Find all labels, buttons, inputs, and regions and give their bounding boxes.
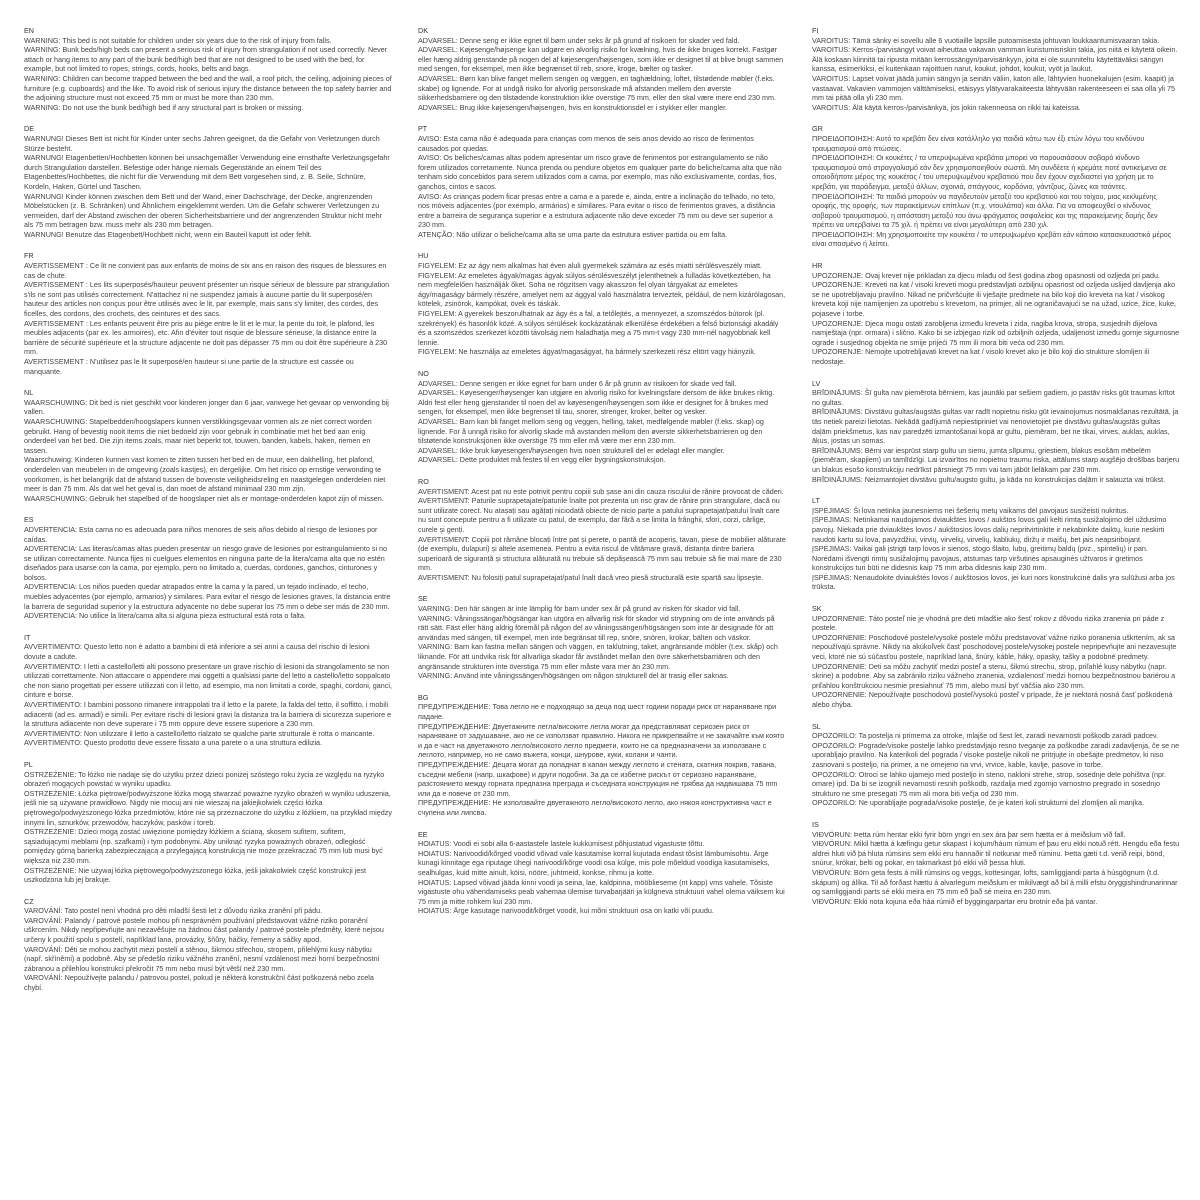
- warning-paragraph: ΠΡΟΕΙΔΟΠΟΙΗΣΗ: Τα παιδιά μπορούν να παγιδευτούν μεταξύ του κρεβατιού και του τοίχου, μιας κεκλιμένης οροφής, της οροφής, των παρακείμενων επίπλων (π.χ. ντουλάπια) και άλλα. Για να αποφευχθεί ο κίνδυνος σοβαρού τραυματισμού, η απόσταση μεταξύ του άνω φράγματος ασφαλείας και της παρακείμενης δομής δεν πρέπει να υπερβαίνει τα 75 χιλ. ή πρέπει να είναι μεγαλύτερη από 230 χιλ.: [812, 191, 1158, 230]
- language-code: FI: [812, 26, 819, 35]
- warning-paragraph: ПРЕДУПРЕЖДЕНИЕ: Не използвайте двуетажното легло/високото легло, ако някоя конструктивна част е счупена или липсва.: [418, 798, 772, 817]
- warning-paragraph: AVERTISSEMENT : N'utilisez pas le lit superposé/en hauteur si une partie de la structure est cassée ou manquante.: [24, 357, 354, 376]
- warning-paragraph: VIÐVÖRUN: Ekki nota kojuna eða háa rúmið ef byggingarpartar eru brotnir eða þá vantar.: [812, 896, 1098, 906]
- language-section-pt: [418, 124, 786, 239]
- warning-paragraph: VARNING: Den här sängen är inte lämplig för barn under sex år på grund av risken för skador vid fall.: [418, 604, 741, 614]
- language-section-cz: [24, 897, 392, 993]
- warning-paragraph: AVISO: As crianças podem ficar presas entre a cama e a parede e, ainda, entre a inclinação do telhado, no teto, nos móveis adjacentes (por exemplo, armários) e similares. Para evitar o risco de ferimentos graves, a distância entre a barreira de segurança superior e a estrutura adjacente não deve exceder 75 mm ou deve ser superior a 230 mm.: [418, 191, 776, 230]
- language-section-it: [24, 633, 392, 748]
- language-code: IT: [24, 632, 31, 642]
- language-section-en: [24, 26, 392, 112]
- column-middle: [418, 26, 786, 1190]
- warning-paragraph: AVERTISSEMENT : Ce lit ne convient pas aux enfants de moins de six ans en raison des risques de blessures en cas de chute.: [24, 261, 387, 280]
- warning-paragraph: BRĪDINĀJUMS: Šī gulta nav piemērota bērniem, kas jaunāki par sešiem gadiem, jo pastāv risks gūt traumas krītot no gultas.: [812, 388, 1175, 407]
- warning-paragraph: WAARSCHUWING: Stapelbedden/hoogslapers kunnen verstikkingsgevaar vormen als ze niet correct worden gebruikt. Hang of bevestig nooit items die niet bedoeld zijn voor gebruik in combinatie met het bed aan enig onderdeel van het bed. Die zijn items zoals, maar niet beperkt tot, touwen, banden, kabels, haken, riemen en tassen.: [24, 416, 372, 455]
- warning-paragraph: WARNING: This bed is not suitable for children under six years due to the risk of injury from falls.: [24, 35, 332, 45]
- warning-paragraph: AVVERTIMENTO: I letti a castello/letti alti possono presentare un grave rischio di lesioni da strangolamento se non utilizzati correttamente. Non attaccare o appendere mai oggetti a qualsiasi parte del letto a castello/letto soppalcato che non siano progettati per essere utilizzati con il letto, ad esempio, ma non limitati a corde, spaghi, cordoni, ganci, cinture e borse.: [24, 661, 392, 700]
- warning-paragraph: ADVARSEL: Barn kan bli fanget mellom seng og veggen, helling, taket, medfølgende møbler (f.eks. skap) og lignende. For å unngå risiko for alvorlig skade må avstanden mellom den øverste sikkerhetsbarrieren og den tilstøtende konstruksjonen ikke overstige 75 mm eller må være mer enn 230 mm.: [418, 416, 764, 446]
- warning-paragraph: ĮSPĖJIMAS: Nenaudokite dviaukštės lovos / aukštosios lovos, jei kuri nors konstrukcinė dalis yra sulūžusi arba jos trūksta.: [812, 572, 1175, 592]
- warning-paragraph: WARNING: Do not use the bunk bed/high bed if any structural part is broken or missing.: [24, 102, 304, 112]
- warning-paragraph: UPOZORENJE: Djeca mogu ostati zarobljena između kreveta i zida, nagiba krova, stropa, susjednih dijelova namještaja (npr. ormara) i slično. Kako bi se izbjegao rizik od ozbiljnih ozljeda, udaljenost između gornje sigurnosne ograde i susjednog objekta ne smije prijeći 75 mm ili mora biti veća od 230 mm.: [812, 318, 1180, 347]
- language-section-se: [418, 594, 786, 680]
- column-right: [812, 26, 1180, 1190]
- warning-paragraph: ΠΡΟΕΙΔΟΠΟΙΗΣΗ: Μη χρησιμοποιείτε την κουκέτα / το υπερυψωμένο κρεβάτι εάν κάποιο κατασκευαστικό μέρος είναι σπασμένο ή λείπει.: [812, 229, 1172, 249]
- language-code: SE: [418, 594, 428, 604]
- warning-paragraph: OPOZORILO: Ta postelja ni primerna za otroke, mlajše od šest let, zaradi nevarnosti poškodb zaradi padcev.: [812, 731, 1159, 741]
- warning-paragraph: ΠΡΟΕΙΔΟΠΟΙΗΣΗ: Οι κουκέτες / τα υπερυψωμένα κρεβάτια μπορεί να παρουσιάσουν σοβαρό κίνδυνο τραυματισμού από στραγγαλισμό εάν δεν χρησιμοποιηθούν σωστά. Μη συνδέετε ή κρεμάτε ποτέ αντικείμενα σε οποιοδήποτε μέρος της κουκέτας / του υπερυψωμένου κρεβατιού που δεν έχουν σχεδιαστεί για χρήση με το κρεβάτι, για παράδειγμα, μεταξύ άλλων, σχοινιά, σπάγγους, κορδόνια, γάντζους, ζώνες και τσάντες.: [812, 153, 1167, 191]
- language-code: SK: [812, 604, 822, 614]
- warning-paragraph: VIÐVÖRUN: Þetta rúm hentar ekki fyrir börn yngri en sex ára þar sem hætta er á meiðslum við fall.: [812, 829, 1126, 839]
- warning-paragraph: OPOZORILO: Ne uporabljajte pograda/visoke postelje, če je kateri koli strukturni del zlomljen ali manjka.: [812, 798, 1144, 808]
- warning-paragraph: AVERTISMENT: Paturile suprapetajate/paturile înalte pot prezenta un risc grav de rănire prin strangulare, dacă nu sunt utilizate corect. Nu atașați sau agățați niciodată obiecte de nicio parte a patului suprapetajat/patului înalt care nu sunt concepute pentru a fi utilizate cu patul, de exemplu, dar fără a se limita la frânghii, sfori, corzi, cârlige, curele și genți.: [418, 496, 780, 534]
- warning-paragraph: VAROITUS: Kerros-/parvisängyt voivat aiheuttaa vakavan vamman kuristumisriskin takia, jos niitä ei käytetä oikein. Älä koskaan kiinnitä tai ripusta mitään kerrossängyn/parvisänkyyn, joita ei ole suunniteltu käytettäväksi sängyn kanssa, esimerkiksi, ei kuitenkaan rajoittuen narut, koukut, johdot, koukut, vyöt ja laukut.: [812, 45, 1178, 74]
- language-section-nl: [24, 388, 392, 503]
- warning-paragraph: ĮSPĖJIMAS: Ši lova netinka jaunesniems nei šešerių metų vaikams dėl pavojaus susižeisti nukritus.: [812, 505, 1129, 515]
- warning-paragraph: AVVERTIMENTO: Questo letto non è adatto a bambini di età inferiore a sei anni a causa del rischio di lesioni dovute a cadute.: [24, 642, 370, 662]
- warning-paragraph: ADVARSEL: Børn kan blive fanget mellem sengen og væggen, en taghældning, loftet, tilstødende møbler (f.eks. skabe) og lignende. For at undgå risiko for alvorlig personskade må afstanden mellem den øverste sikkerhedsbarriere og den tilstødende konstruktion ikke overstige 75 mm, eller den skal være mere end 230 mm.: [418, 73, 776, 103]
- warning-paragraph: OSTRZEŻENIE: Dzieci mogą zostać uwięzione pomiędzy łóżkiem a ścianą, skosem sufitem, sufitem, sąsiadującymi meblami (np. szafkami) i tym podobnymi. Aby uniknąć ryzyka poważnych obrażeń, odległość pomiędzy górną barierką zabezpieczającą a przylegającą konstrukcją nie może przekraczać 75 mm lub musi być większa niż 230 mm.: [24, 827, 383, 865]
- warning-paragraph: FIGYELEM: Ez az ágy nem alkalmas hat éven aluli gyermekek számára az esés miatti sérülésveszély miatt.: [418, 261, 762, 271]
- language-code: EE: [418, 829, 428, 839]
- warning-paragraph: WARNUNG! Etagenbetten/Hochbetten können bei unsachgemäßer Verwendung eine ernsthafte Verletzungsgefahr durch Strangulation darstellen. Befestige oder hänge niemals Gegenstände an einem Teil des Etagenbettes/Hochbettes, die nicht für die Verwendung mit dem Bett vorgesehen sind, z. B. Seile, Schnüre, Kordeln, Haken, Gürtel und Taschen.: [24, 153, 390, 191]
- warning-paragraph: HOIATUS: Voodi ei sobi alla 6-aastastele lastele kukkumisest põhjustatud vigastuste tõttu.: [418, 839, 705, 849]
- language-section-de: [24, 124, 392, 239]
- language-code: LV: [812, 378, 821, 388]
- language-code: CZ: [24, 896, 34, 906]
- warning-paragraph: ATENÇÃO: Não utilizar o beliche/cama alta se uma parte da estrutura estiver partida ou em falta.: [418, 229, 728, 239]
- warning-paragraph: BRĪDINĀJUMS: Neizmantojiet divstāvu gultu/augsto gultu, ja kāda no konstrukcijas daļām ir salauzta vai trūkst.: [812, 474, 1166, 484]
- warning-paragraph: UPOZORENJE: Kreveti na kat / visoki kreveti mogu predstavljati ozbiljnu opasnost od ozljeda uslijed davljenja ako se ne upotrebljavaju pravilno. Nikad ne pričvršćujte ili vješajte predmete na bilo koji dio kreveta na kat / visokog kreveta koji nije namijenjen za upotrebu s krevetom, na primjer, ali ne ograničavajući se na užad, uzice, žice, kuke, pojaseve i torbe.: [812, 280, 1176, 319]
- warning-paragraph: VAROITUS: Älä käytä kerros-/parvisänkyä, jos jokin rakenneosa on rikki tai kateissa.: [812, 102, 1081, 112]
- warning-paragraph: FIGYELEM: Ne használja az emeletes ágyat/magaságyat, ha bármely szerkezeti rész eltört vagy hiányzik.: [418, 347, 756, 357]
- language-code: LT: [812, 496, 820, 506]
- warning-paragraph: ADVARSEL: Denne seng er ikke egnet til børn under seks år på grund af risikoen for skader ved fald.: [418, 35, 740, 45]
- language-code: RO: [418, 476, 429, 486]
- language-code: BG: [418, 692, 429, 702]
- warning-paragraph: OSTRZEŻENIE: Łóżka piętrowe/podwyższone łóżka mogą stwarzać poważne ryzyko obrażeń w wyniku uduszenia, jeśli nie są używane prawidłowo. Nigdy nie mocuj ani nie wieszaj na jakiejkolwiek części łóżka piętrowego/podwyższonego łóżka przedmiotów, które nie są przeznaczone do użytku z łóżkiem, na przykład między innymi lin, sznurków, przewodów, haczyków, pasków i toreb.: [24, 788, 392, 827]
- warning-paragraph: ADVERTENCIA: No utilice la litera/cama alta si alguna pieza estructural está rota o falta.: [24, 611, 306, 621]
- warning-paragraph: VARNING: Barn kan fastna mellan sängen och väggen, en taklutning, taket, angränsande möbler (t.ex. skåp) och liknande. För att undvika risk för allvarliga skador får avståndet mellan den övre säkerhetsbarriären och den angränsande strukturen inte överstiga 75 mm eller måste vara mer än 230 mm.: [418, 642, 778, 671]
- warning-paragraph: ПРЕДУПРЕЖДЕНИЕ: Това легло не е подходящо за деца под шест години поради риск от нараняване при падане.: [418, 702, 777, 721]
- warning-paragraph: VAROVÁNÍ: Nepoužívejte palandu / patrovou postel, pokud je některá konstrukční část poškozená nebo zcela chybí.: [24, 973, 374, 993]
- warning-paragraph: ADVARSEL: Brug ikke køjesengen/højsengen, hvis en konstruktionsdel er i stykker eller mangler.: [418, 102, 728, 112]
- language-section-lv: [812, 379, 1180, 485]
- warning-paragraph: BRĪDINĀJUMS: Bērni var iesprūst starp gultu un sienu, jumta slīpumu, griestiem, blakus esošām mēbelēm (piemēram, skapjiem) un tamlīdzīgi. Lai izvairītos no nopietnu traumu riska, attālums starp augšējo drošības barjeru un blakus esošo konstrukciju nedrīkst pārsniegt 75 mm vai tam jābūt lielākam par 230 mm.: [812, 445, 1180, 474]
- language-code: HU: [418, 251, 429, 261]
- warning-paragraph: HOIATUS: Lapsed võivad jääda kinni voodi ja seina, lae, kaldpinna, mööblieseme (nt kapp) vms vahele. Tõsiste vigastuste ohu vähendamiseks peab vahemaa ülemise turvabarjääri ja külgneva struktuuri vahel olema väiksem kui 75 mm ja mitte rohkem kui 230 mm.: [418, 877, 785, 906]
- warning-paragraph: HOIATUS: Ärge kasutage narivoodit/kõrget voodit, kui mõni struktuuri osa on katki või puudu.: [418, 906, 714, 916]
- language-code: GR: [812, 124, 823, 134]
- language-code: NO: [418, 369, 429, 378]
- warning-paragraph: VIÐVÖRUN: Mikil hætta á kæfingu getur skapast í kojum/háum rúmum ef þau eru ekki notuð rétt. Hengdu eða festu aldrei hluti við þá hluta rúmsins sem ekki eru hannaðir til notkunar með rúminu. Þetta gæti t.d. verið reipi, bönd, snúrur, krókar, belti og pokar, en takmarkast þó ekki við þessa hluti.: [812, 839, 1180, 868]
- language-section-lt: [812, 496, 1180, 592]
- language-section-ro: [418, 477, 786, 583]
- warning-paragraph: UPOZORNENIE: Nepoužívajte poschodovú posteľ/vysokú posteľ v prípade, že je niektorá nosná časť poškodená alebo chýba.: [812, 690, 1173, 709]
- warning-paragraph: Waarschuwing: Kinderen kunnen vast komen te zitten tussen het bed en de muur, een dakhelling, het plafond, onderdelen van meubelen in de omgeving (zoals kastjes), en dergelijke. Om het risico op ernstige verwonding te voorkomen, is het belangrijk dat de afstand tussen de bovenste veiligheidsreling en naastgelegen onderdelen niet meer is dan 75 mm. Als dat wel het geval is, dan moet de afstand minimaal 230 mm zijn.: [24, 455, 386, 494]
- warning-paragraph: AVVERTIMENTO: Non utilizzare il letto a castello/letto rialzato se qualche parte strutturale è rotta o mancante. AVVERTIMENTO: Questo prodotto deve essere fissato a una parete o a una struttura edilizia.: [24, 728, 375, 748]
- language-code: ES: [24, 515, 34, 525]
- warning-paragraph: WARNUNG! Dieses Bett ist nicht für Kinder unter sechs Jahren geeignet, da die Gefahr von Verletzungen durch Stürze besteht.: [24, 133, 380, 153]
- warning-paragraph: OSTRZEŻENIE: Nie używaj łóżka piętrowego/podwyższonego łóżka, jeśli jakakolwiek część konstrukcji jest uszkodzona lub jej brakuje.: [24, 865, 366, 885]
- language-section-es: [24, 515, 392, 621]
- language-section-hr: [812, 261, 1180, 367]
- warning-paragraph: OSTRZEŻENIE: To łóżko nie nadaje się do użytku przez dzieci poniżej szóstego roku życia ze względu na ryzyko obrażeń mogących powstać w wyniku upadku.: [24, 769, 385, 789]
- warning-paragraph: ADVARSEL: Køyesenger/høysenger kan utgjøre en alvorlig risiko for kvelningsfare dersom de ikke brukes riktig. Aldri fest eller heng gjenstander til noen del av køyesengen/høysengen som ikke er designet for å brukes med sengen, for eksempel, men ikke begrenset til tau, snorer, strenger, kroker, belter og vesker.: [418, 388, 775, 417]
- warning-paragraph: WARNING: Bunk beds/high beds can present a serious risk of injury from strangulation if not used correctly. Never attach or hang items to any part of the bunk bed/high bed that are not designed to be used with the bed, for example, but not limited to ropes, strings, cords, hooks, belts and bags.: [24, 45, 388, 74]
- warning-paragraph: ĮSPĖJIMAS: Vaikai gali įstrigti tarp lovos ir sienos, stogo šlaito, lubų, greitimų baldų (pvz., spintelių) ir pan. Norėdami išvengti rimtų susižalojimų pavojaus, atstumas tarp viršutinės apsauginės užtvaros ir gretimos konstrukcijos turi būti ne didesnis kaip 75 mm arba didesnis kaip 230 mm.: [812, 544, 1148, 573]
- column-left: [24, 26, 392, 1190]
- language-code: DK: [418, 26, 428, 35]
- language-section-bg: [418, 693, 786, 818]
- warning-paragraph: ПРЕДУПРЕЖДЕНИЕ: Децата могат да попаднат в капан между леглото и стената, скатния покрив, тавана, съседни мебели (напр. шкафове) и други подобни. За да се избегне рискът от сериозно нараняване, разстоянието между горната предпазна преграда и съседната конструкция не трябва да надвишава 75 mm или да е повече от 230 mm.: [418, 759, 778, 798]
- warning-paragraph: HOIATUS: Narivoodid/kõrged voodid võivad vale kasutamise korral kujutada endast tõsist lämbumisohtu. Ärge kunagi kinnitage ega riputage ühegi narivoodi/kõrge voodi osa külge, mis pole mõeldud voodiga kasutamiseks, sealhulgas, kuid mitte ainult, köisi, nööre, juhtmeid, konkse, rihmu ja kotte.: [418, 848, 770, 877]
- language-code: SL: [812, 721, 821, 731]
- warning-paragraph: OPOZORILO: Otroci se lahko ujamejo med posteljo in steno, nakloni strehe, strop, sosednje dele pohištva (npr. omare) ipd. Da bi se izognili nevarnosti resnih poškodb, razdalja med zgornjo varnostno pregrado in sosednjo strukturo ne sme presegati 75 mm ali mora biti večja od 230 mm.: [812, 769, 1166, 798]
- warning-paragraph: FIGYELEM: A gyerekek beszorulhatnak az ágy és a fal, a tetőlejtés, a mennyezet, a szomszédos bútorok (pl. szekrények) és hasonlók közé. A súlyos sérülések kockázatának elkerülése érdekében a felső biztonsági akadály és a szomszédos szerkezet közötti távolság nem haladhatja meg a 75 mm-t vagy 230 mm-nél nagyobbnak kell lennie.: [418, 309, 779, 347]
- warning-paragraph: ADVERTENCIA: Esta cama no es adecuada para niños menores de seis años debido al riesgo de lesiones por caídas.: [24, 524, 378, 544]
- warning-paragraph: FIGYELEM: Az emeletes ágyak/magas ágyak súlyos sérülésveszélyt jelenthetnek a fulladás következtében, ha nem megfelelően használják őket. Soha ne rögzítsen vagy akasszon fel olyan tárgyakat az emeletes ágy/magaságy bármely részére, amelyet nem az ággyal való használatra terveztek, például, de nem kizárólagosan, kötelek, zsinórok, kampókat, övek és táskák.: [418, 270, 786, 309]
- warning-paragraph: UPOZORNENIE: Poschodové postele/vysoké postele môžu predstavovať vážne riziko poranenia uškrtením, ak sa nepoužívajú správne. Nikdy na akúkoľvek časť poschodovej postele/vysokej postele nepripevňujte ani nezavesujte veci, ktoré nie sú súčasťou postele, napríklad laná, šnúry, káble, háky, opasky, tašky a podobné predmety.: [812, 632, 1177, 662]
- warning-paragraph: AVVERTIMENTO: I bambini possono rimanere intrappolati tra il letto e la parete, la falda del tetto, il soffitto, i mobili adiacenti (ad es. armadi) e simili. Per evitare rischi di lesioni gravi la distanza tra la barriera di sicurezza superiore e la struttura adiacente non deve superare i 75 mm oppure deve essere superiore a 230 mm.: [24, 700, 392, 729]
- language-section-sk: [812, 604, 1180, 710]
- warning-paragraph: ПРЕДУПРЕЖДЕНИЕ: Двуетажните легла/високите легла могат да представляват сериозен риск от нараняване от задушаване, ако не се използват правилно. Никога не прикрепвайте и не закачайте към която и да е част на двуетажното легло/високото легло предмети, които не са предназначени за използване с леглото, например, но не само въжета, конци, шнурове, куки, колани и чанти.: [418, 721, 785, 760]
- language-code: NL: [24, 388, 34, 398]
- warning-paragraph: VARNING: Använd inte våningssängen/högsängen om någon strukturell del är trasig eller saknas.: [418, 671, 729, 681]
- language-section-fi: [812, 26, 1180, 112]
- warning-paragraph: UPOZORENJE: Ovaj krevet nije prikladan za djecu mlađu od šest godina zbog opasnosti od ozljeda pri padu.: [812, 270, 1160, 280]
- language-section-gr: [812, 124, 1180, 249]
- language-code: PT: [418, 124, 428, 134]
- warning-paragraph: ADVERTENCIA: Los niños pueden quedar atrapados entre la cama y la pared, un tejado inclinado, el techo, muebles adyacentes (por ejemplo, armarios) y similares. Para evitar el riesgo de lesiones graves, la distancia entre la barrera de seguridad superior y la estructura adyacente no debe superar los 75 mm o debe ser más de 230 mm.: [24, 582, 391, 611]
- language-section-is: [812, 820, 1180, 906]
- warning-paragraph: ADVARSEL: Køjesenge/højsenge kan udgøre en alvorlig risiko for kvælning, hvis de ikke bruges korrekt. Fastgør eller hæng aldrig genstande på nogen del af køjesengen/højsengen, som ikke er designet til at blive brugt sammen med sengen, for eksempel, men ikke begrænset til reb, snore, kroge, bælter og tasker.: [418, 45, 784, 74]
- language-code: DE: [24, 124, 34, 134]
- warning-paragraph: WARNUNG! Kinder können zwischen dem Bett und der Wand, einer Dachschräge, der Decke, angrenzenden Möbelstücken (z. B. Schränken) und Ähnlichem eingeklemmt werden. Um die Gefahr schwerer Verletzungen zu vermeiden, darf der Abstand zwischen der oberen Sicherheitsbarriere und der angrenzenden Struktur nicht mehr als 75 mm betragen bzw. muss mehr als 230 mm betragen.: [24, 191, 382, 230]
- warning-paragraph: AVISO: Os beliches/camas altas podem apresentar um risco grave de ferimentos por estrangulamento se não forem utilizados corretamente. Nunca prenda ou pendure objetos em qualquer parte do beliche/cama alta que não tenham sido concebidos para serem utilizados com a cama, por exemplo, mas não exclusivamente, cordas, fios, ganchos, cintos e sacos.: [418, 153, 782, 191]
- warning-paragraph: ADVERTENCIA: Las literas/camas altas pueden presentar un riesgo grave de lesiones por estrangulamiento si no se utilizan correctamente. Nunca fijes ni cuelgues elementos en ninguna parte de la litera/cama alta que no estén diseñados para usarse con la cama, por ejemplo, pero no limitado a, cuerdas, cordones, ganchos, cinturones y bolsos.: [24, 544, 388, 582]
- warning-paragraph: AVERTISMENT: Copiii pot rămâne blocați între pat și perete, o pantă de acoperiș, tavan, piese de mobilier alăturate (de exemplu, dulapuri) și altele asemenea. Pentru a evita riscul de vătămare gravă, distanța dintre bariera superioară de siguranță și structura alăturată nu trebuie să depășească 75 mm sau trebuie să fie mai mare de 230 mm.: [418, 534, 786, 573]
- language-section-hu: [418, 251, 786, 357]
- language-section-dk: [418, 26, 786, 112]
- warning-paragraph: ΠΡΟΕΙΔΟΠΟΙΗΣΗ: Αυτό το κρεβάτι δεν είναι κατάλληλο για παιδιά κάτω των έξι ετών λόγω του κινδύνου τραυματισμού από πτώσεις.: [812, 133, 1145, 153]
- warning-paragraph: AVISO: Esta cama não é adequada para crianças com menos de seis anos devido ao risco de ferimentos causados por quedas.: [418, 133, 754, 153]
- language-code: HR: [812, 261, 823, 271]
- warning-paragraph: ADVARSEL: Dette produktet må festes til en vegg eller bygningskonstruksjon.: [418, 455, 666, 465]
- warning-paragraph: OPOZORILO: Pograde/visoke postelje lahko predstavljajo resno tveganje za poškodbe zaradi zadavljenja, če se ne uporabljajo pravilno. Na katerikoli del pograda / visoke postelje nikoli ne pritrjujte in obešajte predmetov, ki niso zasnovani s posteljo, na primer, a ne omejeno na vrvi, vrvice, kable, kavlje, pasove in torbe.: [812, 740, 1180, 769]
- warning-paragraph: UPOZORNENIE: Táto posteľ nie je vhodná pre deti mladšie ako šesť rokov z dôvodu rizika zranenia pri páde z postele.: [812, 613, 1165, 633]
- warning-paragraph: AVERTISSEMENT : Les lits superposés/hauteur peuvent présenter un risque sérieux de blessure par strangulation s'ils ne sont pas utilisés correctement. N'attachez ni ne suspendez jamais à aucune partie du lit superposé/en hauteur des articles non conçus pour être utilisés avec le lit, par exemple, mais sans s'y limiter, des cordes, des ficelles, des cordons, des crochets, des ceintures et des sacs.: [24, 280, 390, 319]
- language-code: EN: [24, 26, 34, 35]
- language-section-sl: [812, 722, 1180, 808]
- warning-paragraph: WAARSCHUWING: Dit bed is niet geschikt voor kinderen jonger dan 6 jaar, vanwege het gevaar op verwonding bij vallen.: [24, 397, 389, 417]
- language-code: IS: [812, 819, 819, 829]
- warning-paragraph: ADVARSEL: Denne sengen er ikke egnet for barn under 6 år på grunn av risikoen for skade ved fall.: [418, 378, 737, 388]
- warning-paragraph: VARNING: Våningssängar/högsängar kan utgöra en allvarlig risk för skador vid strypning om de inte används på rätt sätt. Fäst eller häng aldrig föremål på någon del av våningssängen/högsängen som inte är designade för att användas med sängen, till exempel, men inte begränsat till rep, snöre, snören, krokar, bälten och väskor.: [418, 613, 775, 642]
- warning-paragraph: ĮSPĖJIMAS: Netinkamai naudojamos dviaukštės lovos / aukštos lovos gali kelti rimtą susižalojimo dėl uždusimo pavojų. Niekada prie dviaukštės lovos / aukštosios lovos dalių nepritvirtinkite ir nekabinkite daiktų, kurie neskirti naudoti kartu su lova, pavyzdžiui, virvių, virvelių, virvelių, kabliukų, diržų ir maišų, bet jais neapsiribojant.: [812, 515, 1167, 544]
- warning-paragraph: VAROVÁNÍ: Palandy / patrové postele mohou při nesprávném používání představovat vážné riziko poranění uškrcením. Nikdy nepřipevňujte ani nezavěšujte na žádnou část palandy / patrové postele předměty, které nejsou určeny k použití spolu s postelí, například lana, provázky, šňůry, háčky, řemeny a sáčky apod.: [24, 915, 384, 945]
- language-code: PL: [24, 759, 33, 769]
- warning-paragraph: BRĪDINĀJUMS: Divstāvu gultas/augstās gultas var radīt nopietnu risku gūt ievainojumus nosmakšanas rezultātā, ja tās netiek pareizi lietotas. Nekādā gadījumā nepiestipriniet vai nenovietojiet pie divstāvu gultas/augstās gultas daļām priekšmetus, kas nav paredzēti izmantošanai kopā ar gultu, piemēram, bet ne tikai, virves, auklas, auklas, āķus, jostas un somas.: [812, 407, 1179, 446]
- language-code: FR: [24, 251, 34, 261]
- warning-paragraph: WARNUNG! Benutze das Etagenbett/Hochbett nicht, wenn ein Bauteil kaputt ist oder fehlt.: [24, 229, 312, 239]
- warning-paragraph: AVERTISMENT: Nu folosiți patul suprapetajat/patul înalt dacă vreo piesă structurală este spartă sau lipsește.: [418, 572, 764, 582]
- warning-paragraph: VAROVÁNÍ: Tato postel není vhodná pro děti mladší šesti let z důvodu rizika zranění při pádu.: [24, 906, 323, 916]
- warning-paragraph: WARNING: Children can become trapped between the bed and the wall, a roof pitch, the ceiling, adjoining pieces of furniture (e.g. cupboards) and the like. To avoid risk of serious injury the distance between the top safety barrier and the adjoining structure must not exceed 75 mm or must be more than 230 mm.: [24, 73, 392, 103]
- warning-paragraph: AVERTISSEMENT : Les enfants peuvent être pris au piège entre le lit et le mur, la pente du toit, le plafond, les meubles adjacents (par ex. les armoires), etc. Afin d'éviter tout risque de blessure sérieuse, la distance entre la barrière de sécurité supérieure et la structure adjacente ne doit pas dépasser 75 mm ou doit être supérieure à 230 mm.: [24, 318, 388, 357]
- warning-paragraph: VIÐVÖRUN: Börn geta fests á milli rúmsins og veggs, kottesingar, lofts, samliggjandi parta á húsgögnum (t.d. skápum) og álíka. Til að forðast hættu á alvarlegum meiðslum er mikilvægt að bil á milli efstu öryggishindrunarinnar og samliggjandi parts sé ekki meira en 75 mm eð það sé meira en 230 mm.: [812, 867, 1178, 897]
- language-section-no: [418, 369, 786, 465]
- warning-paragraph: UPOZORENJE: Nemojte upotrebljavati krevet na kat / visoki krevet ako je bilo koji dio strukture slomljen ili nedostaje.: [812, 347, 1150, 366]
- warning-paragraph: UPOZORNENIE: Deti sa môžu zachytiť medzi posteľ a stenu, šikmú strechu, strop, priľahlé kusy nábytku (napr. skrine) a podobne. Aby sa zabránilo riziku vážneho zranenia, vzdialenosť medzi hornou bezpečnostnou bariérou a priľahlou konštrukciou nesmie presiahnuť 75 mm, alebo musí byť väčšia ako 230 mm.: [812, 661, 1176, 690]
- warning-paragraph: VAROITUS: Tämä sänky ei sovellu alle 6 vuotiaille lapsille putoamisesta johtuvan loukkaantumisvaaran takia.: [812, 35, 1160, 45]
- language-section-pl: [24, 760, 392, 885]
- language-section-fr: [24, 251, 392, 376]
- warning-paragraph: WAARSCHUWING: Gebruik het stapelbed of de hoogslaper niet als er montage-onderdelen kapot zijn of missen.: [24, 493, 384, 503]
- warning-paragraph: AVERTISMENT: Acest pat nu este potrivit pentru copiii sub șase ani din cauza riscului de rănire provocat de căderi.: [418, 486, 784, 496]
- language-section-ee: [418, 830, 786, 916]
- warning-paragraph: ADVARSEL: Ikke bruk køyesengen/høysengen hvis noen strukturell del er ødelagt eller mangler.: [418, 445, 725, 455]
- warning-paragraph: VAROITUS: Lapset voivat jäädä jumiin sängyn ja seinän väliin, katon alle, lähtyvien huonekalujen (esim. kaapit) ja vastaavat. Vakavien vammojen välttämiseksi, etäisyys ylätyvarakaiteesta lähtyvään rakenteeseen ei saa olla yli 75 mm tai pitää olla yli 230 mm.: [812, 73, 1176, 103]
- warning-paragraph: VAROVÁNÍ: Děti se mohou zachytit mezi postelí a stěnou, šikmou střechou, stropem, přilehlými kusy nábytku (např. skříněmi) a podobně. Aby se předešlo riziku vážného zranění, nesmí vzdálenost mezi horní bezpečnostní zábranou a přilehlou konstrukcí překročit 75 mm nebo musí být větší než 230 mm.: [24, 944, 380, 973]
